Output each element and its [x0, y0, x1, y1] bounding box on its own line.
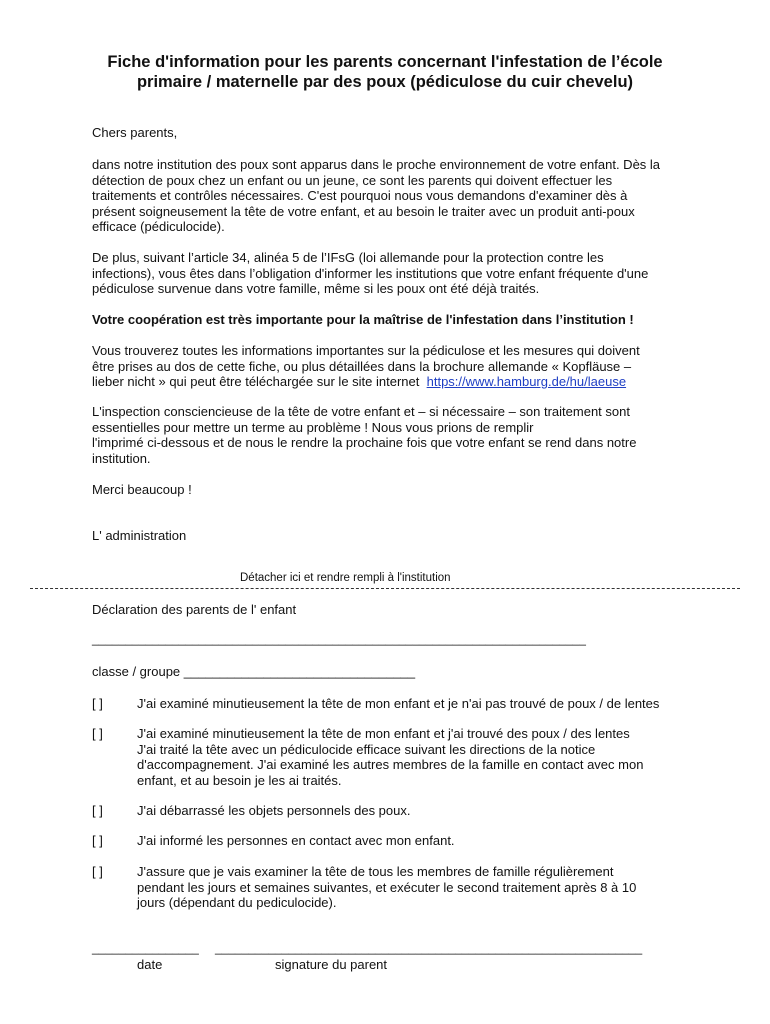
paragraph-line: détection de poux chez un enfant ou un jeune, ce sont les parents qui doivent effectuer les — [92, 172, 613, 188]
checkbox-label-line: pendant les jours et semaines suivantes, et exécuter le second traitement après 8 à 10 — [137, 879, 637, 895]
detach-line — [30, 588, 740, 589]
paragraph-legal — [92, 250, 732, 297]
checkbox-label-line: enfant, et au besoin je les ai traités. — [137, 772, 342, 788]
title-line-2: primaire / maternelle par des poux (pédiculose du cuir chevelu) — [136, 73, 634, 91]
checkbox-4[interactable]: [ ] — [92, 833, 103, 848]
date-field[interactable]: ________________ — [92, 941, 199, 955]
paragraph-info — [92, 343, 732, 390]
checkbox-2-label — [137, 726, 717, 788]
checkbox-5[interactable]: [ ] — [92, 864, 103, 879]
checkbox-2[interactable]: [ ] — [92, 726, 103, 741]
paragraph-intro — [92, 157, 732, 235]
checkbox-label-line: J'assure que je vais examiner la tête de tous les membres de famille régulièrement — [137, 864, 614, 879]
paragraph-line: présent soigneusement la tête de votre enfant, et au besoin le traiter avec un produit anti-poux — [92, 203, 635, 219]
paragraph-line: l'imprimé ci-dessous et de nous le rendre la prochaine fois que votre enfant se rend dans notre — [92, 435, 637, 451]
paragraph-line: pédiculose survenue dans votre famille, même si les poux ont été déjà traités. — [92, 281, 540, 297]
date-label: date — [137, 957, 163, 972]
paragraph-line-text: lieber nicht » qui peut être téléchargée sur le site internet — [92, 374, 420, 390]
checkbox-label-line: d'accompagnement. J'ai examiné les autres membres de la famille en contact avec mon — [137, 757, 644, 773]
detach-note: Détacher ici et rendre rempli à l'institution — [240, 572, 451, 584]
checkbox-4-label — [137, 833, 717, 849]
paragraph-line: essentielles pour mettre un terme au problème ! Nous vous prions de remplir — [92, 419, 534, 435]
paragraph-line: infections), vous êtes dans l’obligation d'informer les institutions que votre enfant fréquente d'une — [92, 265, 649, 281]
paragraph-line — [92, 374, 732, 390]
paragraph-line: L'inspection consciencieuse de la tête de votre enfant et – si nécessaire – son traitement sont — [92, 404, 630, 419]
brochure-link[interactable]: https://www.hamburg.de/hu/laeuse — [426, 374, 627, 390]
checkbox-label-line: J'ai traité la tête avec un pédiculocide efficace suivant les directions de la notice — [137, 741, 596, 757]
paragraph-line: dans notre institution des poux sont apparus dans le proche environnement de votre enfant. Dès la — [92, 157, 661, 172]
checkbox-1[interactable]: [ ] — [92, 696, 103, 711]
form-heading: Déclaration des parents de l' enfant — [92, 602, 297, 617]
document-title — [60, 52, 710, 92]
child-name-field[interactable]: __________________________________________________________________________ — [92, 632, 586, 646]
checkbox-1-label — [137, 696, 717, 712]
checkbox-label-line: J'ai informé les personnes en contact avec mon enfant. — [137, 833, 455, 848]
cooperation-notice: Votre coopération est très importante pour la maîtrise de l'infestation dans l’institution ! — [92, 312, 634, 327]
greeting: Chers parents, — [92, 125, 178, 140]
thanks: Merci beaucoup ! — [92, 482, 192, 497]
checkbox-3[interactable]: [ ] — [92, 803, 103, 818]
checkbox-label-line: jours (dépendant du pediculocide). — [137, 895, 337, 911]
signoff: L' administration — [92, 528, 187, 543]
checkbox-3-label — [137, 803, 717, 819]
signature-label: signature du parent — [275, 957, 388, 972]
paragraph-line: institution. — [92, 450, 151, 466]
paragraph-line: être prises au dos de cette fiche, ou plus détaillées dans la brochure allemande « Kopfläuse – — [92, 358, 632, 374]
paragraph-line: traitements et contrôles nécessaires. C'est pourquoi nous vous demandons d'examiner dès à — [92, 188, 628, 204]
checkbox-label-line: J'ai débarrassé les objets personnels des poux. — [137, 803, 411, 818]
signature-field[interactable]: ________________________________________________________________ — [215, 941, 643, 955]
class-group-field[interactable]: classe / groupe ________________________________ — [92, 664, 416, 679]
paragraph-line: De plus, suivant l’article 34, alinéa 5 de l’IFsG (loi allemande pour la protection contre les — [92, 250, 604, 265]
title-line-1: Fiche d'information pour les parents concernant l'infestation de l’école — [107, 53, 663, 71]
paragraph-line: Vous trouverez toutes les informations importantes sur la pédiculose et les mesures qui doivent — [92, 343, 640, 358]
checkbox-5-label — [137, 864, 717, 911]
checkbox-label-line: J'ai examiné minutieusement la tête de mon enfant et j'ai trouvé des poux / des lentes — [137, 726, 630, 741]
paragraph-inspection — [92, 404, 732, 466]
checkbox-label-line: J'ai examiné minutieusement la tête de mon enfant et je n'ai pas trouvé de poux / de lentes — [137, 696, 660, 711]
paragraph-line: efficace (pédiculocide). — [92, 219, 225, 235]
